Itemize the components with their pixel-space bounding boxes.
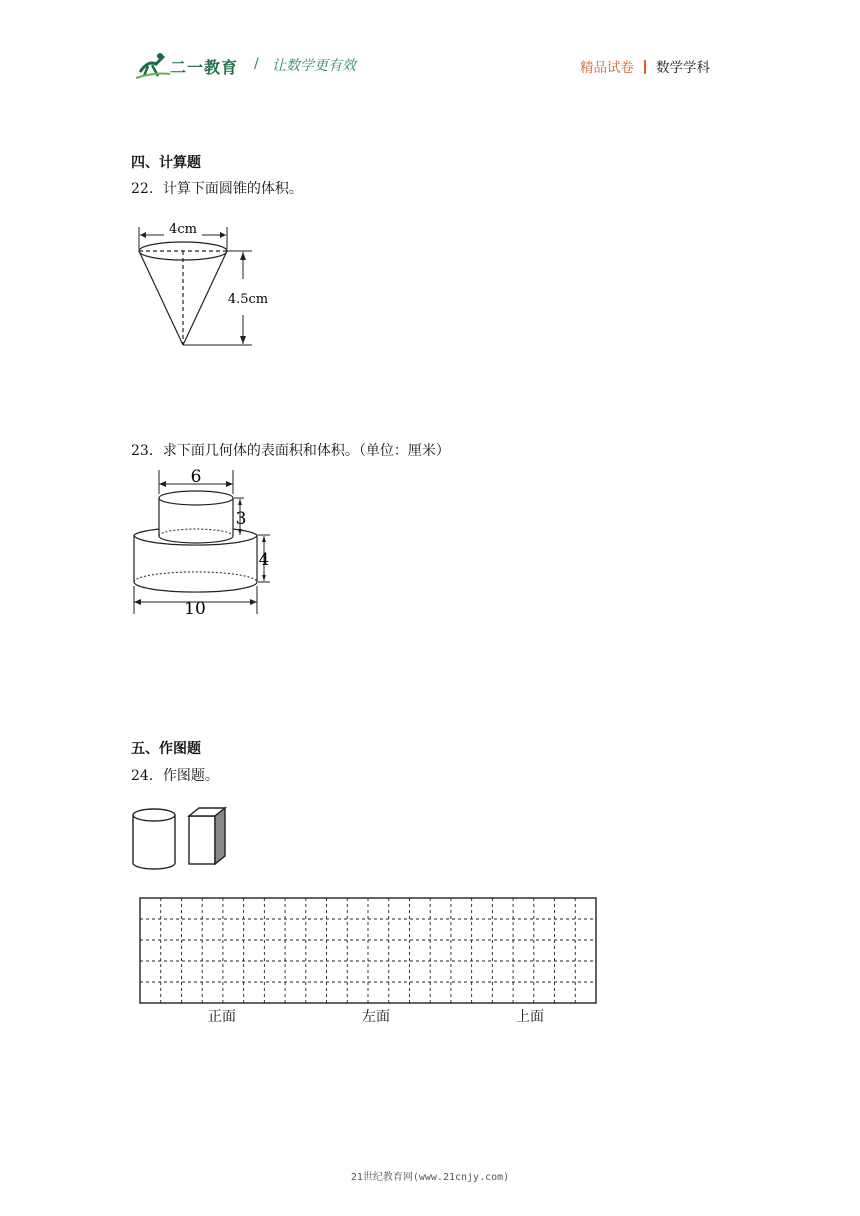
stacked-cylinders-figure: [128, 462, 278, 620]
section-title-4: 四、计算题: [131, 155, 201, 171]
question-22: 22．计算下面圆锥的体积。: [131, 181, 303, 197]
small-cylinder-top: [159, 491, 233, 505]
bottom-diameter-label: 10: [184, 599, 206, 619]
question-23: 23．求下面几何体的表面积和体积。（单位：厘米）: [131, 443, 450, 459]
header-subject: 数学学科: [656, 60, 710, 76]
question-24: 24．作图题。: [131, 768, 219, 784]
header-label: 精品试卷: [580, 60, 634, 76]
cylinder-solid-icon: [130, 805, 180, 873]
section-title-5: 五、作图题: [131, 741, 201, 757]
label-front-view: 正面: [208, 1009, 236, 1025]
cone-figure: [130, 215, 280, 355]
top-diameter-label: 6: [190, 467, 202, 487]
header-divider: [644, 60, 646, 74]
cone-diameter-label: 4cm: [169, 222, 197, 237]
page-footer: 21世纪教育网(www.21cnjy.com): [350, 1172, 510, 1183]
brand-name: 二一教育: [170, 58, 239, 77]
drawing-grid[interactable]: [139, 897, 597, 1004]
cone-left-side: [139, 251, 183, 345]
brand-slash: /: [254, 56, 259, 72]
brand-slogan: 让数学更有效: [272, 58, 356, 74]
label-left-view: 左面: [362, 1009, 390, 1025]
label-top-view: 上面: [516, 1009, 544, 1025]
cone-right-side: [183, 251, 227, 345]
header-right: [580, 56, 710, 76]
cuboid-solid-icon: [186, 806, 230, 868]
top-height-label: 3: [235, 509, 247, 529]
bottom-height-label: 4: [258, 550, 270, 570]
cone-height-label: 4.5cm: [227, 292, 269, 307]
